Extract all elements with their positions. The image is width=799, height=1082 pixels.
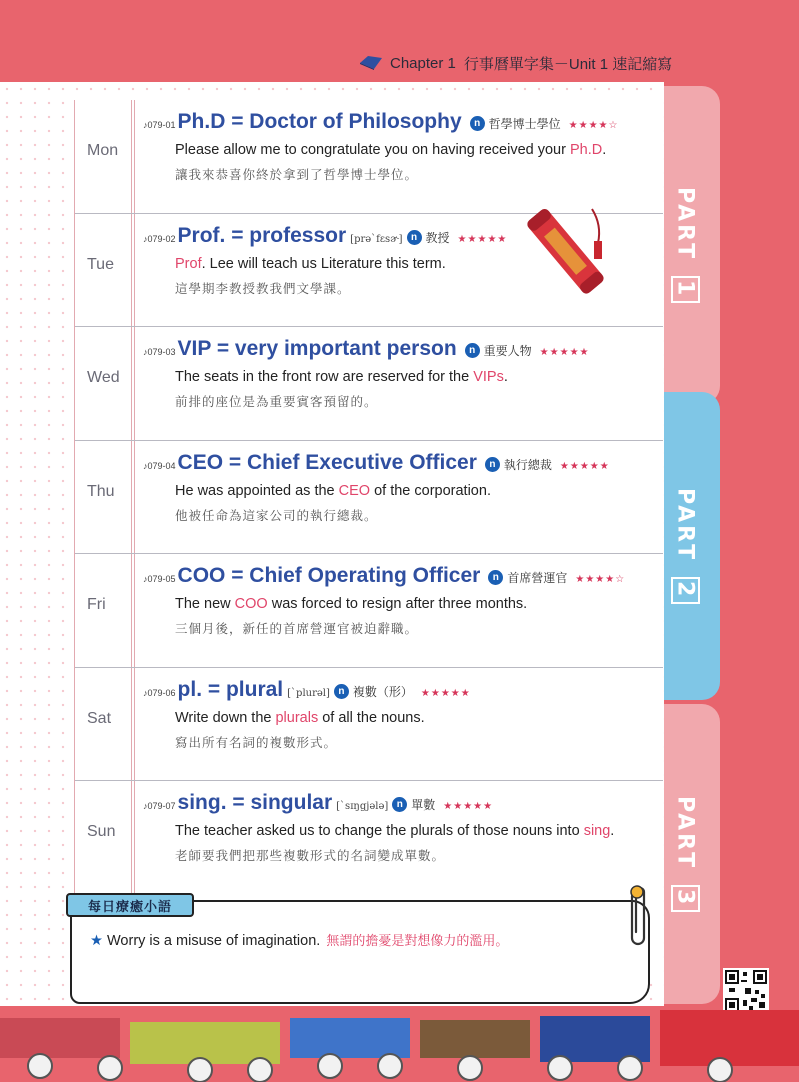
vocab-term: CEO = Chief Executive Officer — [177, 450, 477, 474]
highlight-word: CEO — [338, 482, 371, 499]
vocab-term: pl. = plural — [177, 677, 284, 701]
star-icon: ★ — [90, 933, 103, 949]
chapter-label: Chapter 1 — [390, 54, 456, 72]
vocab-entry — [143, 451, 663, 524]
vocab-entry — [143, 791, 663, 864]
part-of-speech-badge: n — [407, 230, 422, 245]
day-row-sun — [75, 781, 663, 895]
audio-track[interactable]: ♪079-03 — [143, 347, 176, 357]
vocab-entry — [143, 564, 663, 637]
phonetic: [prə`fɛsɚ] — [350, 233, 403, 245]
chinese-definition: 執行總裁 — [503, 457, 552, 472]
chinese-definition: 重要人物 — [483, 344, 532, 358]
vocab-term: Ph.D = Doctor of Philosophy — [177, 110, 462, 133]
importance-stars: ★★★★★ — [539, 347, 590, 358]
highlight-word: VIPs — [473, 369, 504, 385]
tab-part-1-number: 1 — [671, 276, 700, 302]
phonetic: [`plurəl] — [287, 687, 330, 699]
daily-quote-text — [90, 930, 508, 949]
chinese-definition: 單數 — [411, 798, 436, 812]
day-row-thu — [75, 441, 663, 555]
chapter-title: 行事曆單字集－Unit 1 速記縮寫 — [463, 55, 673, 73]
highlight-word: Ph.D — [569, 142, 603, 158]
book-icon — [360, 56, 382, 70]
day-label: Fri — [87, 596, 106, 613]
example-sentence: Please allow me to congratulate you on having received your Ph.D. — [175, 142, 607, 158]
day-row-sat — [75, 668, 663, 782]
paperclip-icon — [624, 882, 650, 952]
audio-track[interactable]: ♪079-06 — [143, 687, 176, 698]
tab-part-2-label: PART — [672, 488, 698, 563]
part-of-speech-badge: n — [334, 684, 349, 699]
part-of-speech-badge: n — [470, 116, 485, 131]
tab-part-1-label: PART — [672, 187, 698, 262]
chinese-translation: 這學期李教授教我們文學課。 — [175, 281, 351, 296]
audio-track[interactable]: ♪079-07 — [143, 801, 176, 811]
vocab-entry — [143, 110, 663, 183]
chinese-translation: 老師要我們把那些複數形式的名詞變成單數。 — [175, 849, 446, 863]
day-label: Tue — [87, 255, 114, 273]
chinese-translation: 前排的座位是為重要賓客預留的。 — [175, 395, 378, 409]
highlight-word: sing — [583, 823, 611, 839]
example-sentence: Prof. Lee will teach us Literature this term. — [175, 255, 446, 272]
vocab-entry — [143, 337, 663, 410]
highlight-word: Prof — [175, 255, 202, 272]
importance-stars: ★★★★★ — [559, 460, 610, 472]
importance-stars: ★★★★☆ — [575, 574, 626, 585]
daily-quote-en: Worry is a misuse of imagination. — [107, 933, 321, 949]
importance-stars: ★★★★★ — [420, 687, 471, 699]
example-sentence: He was appointed as the CEO of the corporation. — [175, 482, 491, 499]
importance-stars: ★★★★★ — [443, 801, 494, 812]
audio-track[interactable]: ♪079-05 — [143, 574, 176, 584]
day-label: Wed — [87, 369, 120, 386]
audio-track[interactable]: ♪079-04 — [143, 460, 176, 471]
day-label: Sat — [87, 709, 112, 727]
chinese-definition: 教授 — [425, 230, 450, 245]
day-label: Sun — [87, 823, 116, 840]
chapter-header — [360, 50, 672, 76]
example-sentence: The seats in the front row are reserved for the VIPs. — [175, 369, 508, 385]
vocab-term: VIP = very important person — [177, 337, 457, 360]
example-sentence: The new COO was forced to resign after three months. — [175, 596, 528, 612]
daily-quote-zh: 無謂的擔憂是對想像力的濫用。 — [326, 933, 509, 948]
part-of-speech-badge: n — [465, 343, 480, 358]
chinese-definition: 哲學博士學位 — [488, 117, 561, 131]
tab-part-2-number: 2 — [671, 577, 700, 603]
train-illustration — [0, 1004, 799, 1082]
example-sentence: Write down the plurals of all the nouns. — [175, 709, 425, 726]
vocab-term: sing. = singular — [177, 791, 333, 814]
daily-quote-title: 每日療癒小語 — [66, 893, 194, 917]
chinese-translation: 讓我來恭喜你終於拿到了哲學博士學位。 — [175, 168, 419, 182]
highlight-word: COO — [234, 596, 268, 612]
vocab-term: COO = Chief Operating Officer — [177, 564, 481, 587]
day-label: Mon — [87, 142, 119, 159]
part-of-speech-badge: n — [485, 457, 500, 472]
importance-stars: ★★★★★ — [457, 233, 508, 245]
day-label: Thu — [87, 482, 115, 500]
chinese-translation: 他被任命為這家公司的執行總裁。 — [175, 508, 378, 523]
tab-part-3-label: PART — [672, 796, 698, 871]
phonetic: [`sɪŋgjələ] — [336, 801, 389, 812]
day-row-wed — [75, 327, 663, 441]
vocab-term: Prof. = professor — [177, 223, 347, 247]
chinese-translation: 三個月後，新任的首席營運官被迫辭職。 — [175, 622, 419, 636]
highlight-word: plurals — [275, 709, 319, 726]
example-sentence: The teacher asked us to change the plurals of those nouns into sing. — [175, 823, 615, 839]
vocab-entry — [143, 678, 663, 751]
part-of-speech-badge: n — [488, 570, 503, 585]
tab-part-3-number: 3 — [671, 885, 700, 911]
chinese-definition: 首席營運官 — [507, 571, 568, 585]
audio-track[interactable]: ♪079-01 — [143, 120, 176, 130]
importance-stars: ★★★★☆ — [568, 120, 619, 131]
day-row-fri — [75, 554, 663, 668]
chinese-definition: 複數（形） — [352, 684, 413, 699]
diploma-tube-illustration — [522, 195, 612, 305]
audio-track[interactable]: ♪079-02 — [143, 233, 176, 244]
part-of-speech-badge: n — [392, 797, 407, 812]
chinese-translation: 寫出所有名詞的複數形式。 — [175, 735, 338, 750]
